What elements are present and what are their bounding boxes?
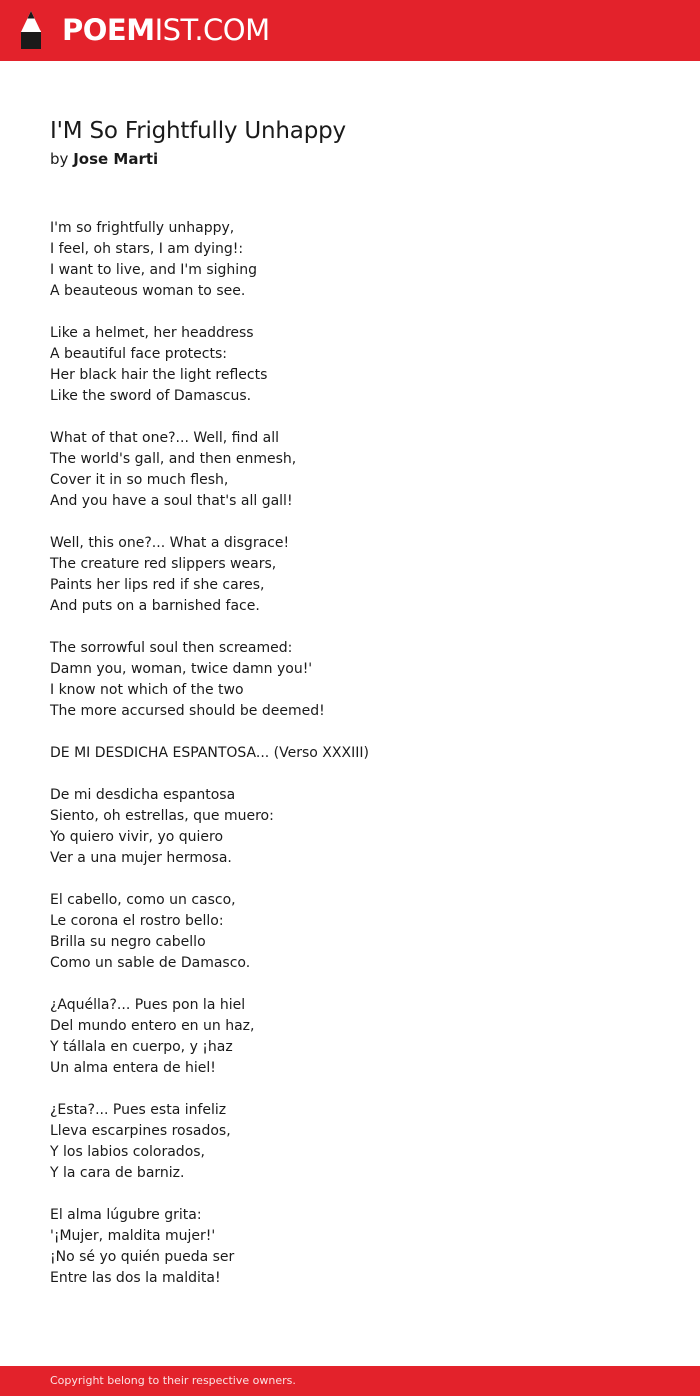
site-logo[interactable]: [62, 12, 270, 48]
poem-line: ¿Aquélla?... Pues pon la hiel: [50, 997, 246, 1013]
poem-stanza: [50, 1205, 650, 1289]
site-footer: [0, 1366, 700, 1396]
poem-line: Ver a una mujer hermosa.: [50, 850, 232, 866]
poem-stanza: [50, 218, 650, 302]
poem-stanza: [50, 743, 650, 764]
poem-line: Cover it in so much flesh,: [50, 472, 229, 488]
poem-line: I know not which of the two: [50, 682, 244, 698]
poem-line: Y los labios colorados,: [50, 1144, 206, 1160]
poem-stanza: [50, 323, 650, 407]
poem-line: The creature red slippers wears,: [50, 556, 277, 572]
poem-line: The more accursed should be deemed!: [50, 703, 325, 719]
poem-line: What of that one?... Well, find all: [50, 430, 280, 446]
poem-line: Siento, oh estrellas, que muero:: [50, 808, 274, 824]
poem-line: Le corona el rostro bello:: [50, 913, 224, 929]
copyright-text: Copyright belong to their respective owners.: [50, 1374, 296, 1387]
poem-line: Lleva escarpines rosados,: [50, 1123, 231, 1139]
poem-line: A beauteous woman to see.: [50, 283, 246, 299]
poem-stanza: [50, 1100, 650, 1184]
byline: [50, 148, 158, 170]
poem-line: Damn you, woman, twice damn you!': [50, 661, 313, 677]
poem-line: Yo quiero vivir, yo quiero: [50, 829, 224, 845]
poem-line: Un alma entera de hiel!: [50, 1060, 216, 1076]
poem-line: '¡Mujer, maldita mujer!': [50, 1228, 216, 1244]
poem-line: I want to live, and I'm sighing: [50, 262, 257, 278]
poem-line: ¡No sé yo quién pueda ser: [50, 1249, 235, 1265]
poem-stanza: [50, 785, 650, 869]
poem-line: Y tállala en cuerpo, y ¡haz: [50, 1039, 233, 1055]
poem-line: ¿Esta?... Pues esta infeliz: [50, 1102, 227, 1118]
poem-line: Like a helmet, her headdress: [50, 325, 254, 341]
poem-stanza: [50, 890, 650, 974]
poem-stanza: [50, 638, 650, 722]
poem-title: I'M So Frightfully Unhappy: [50, 118, 346, 144]
poem-stanza: [50, 428, 650, 512]
poem-line: Del mundo entero en un haz,: [50, 1018, 255, 1034]
poem-line: De mi desdicha espantosa: [50, 787, 236, 803]
poem-line: A beautiful face protects:: [50, 346, 227, 362]
poem-line: And puts on a barnished face.: [50, 598, 260, 614]
site-header: [0, 0, 700, 61]
poem-line: Well, this one?... What a disgrace!: [50, 535, 290, 551]
poem-line: Como un sable de Damasco.: [50, 955, 251, 971]
logo-light-text: IST.COM: [154, 13, 270, 47]
poem-line: Y la cara de barniz.: [50, 1165, 185, 1181]
poem-line: And you have a soul that's all gall!: [50, 493, 293, 509]
author-link[interactable]: Jose Marti: [73, 150, 159, 168]
poem-line: Entre las dos la maldita!: [50, 1270, 221, 1286]
poem-stanza: [50, 995, 650, 1079]
by-label: by: [50, 150, 69, 168]
poem-line: The sorrowful soul then screamed:: [50, 640, 293, 656]
pencil-tip-icon: [18, 10, 44, 51]
poem-line: Paints her lips red if she cares,: [50, 577, 265, 593]
poem-line: Brilla su negro cabello: [50, 934, 206, 950]
poem-line: El cabello, como un casco,: [50, 892, 236, 908]
poem-stanza: [50, 533, 650, 617]
poem-line: El alma lúgubre grita:: [50, 1207, 202, 1223]
poem-line: DE MI DESDICHA ESPANTOSA... (Verso XXXIII): [50, 745, 369, 761]
poem-line: The world's gall, and then enmesh,: [50, 451, 297, 467]
poem-line: Like the sword of Damascus.: [50, 388, 252, 404]
poem-body: [50, 218, 650, 1310]
poem-line: I'm so frightfully unhappy,: [50, 220, 235, 236]
poem-line: I feel, oh stars, I am dying!:: [50, 241, 244, 257]
logo-bold-text: POEM: [62, 13, 155, 47]
poem-line: Her black hair the light reflects: [50, 367, 268, 383]
